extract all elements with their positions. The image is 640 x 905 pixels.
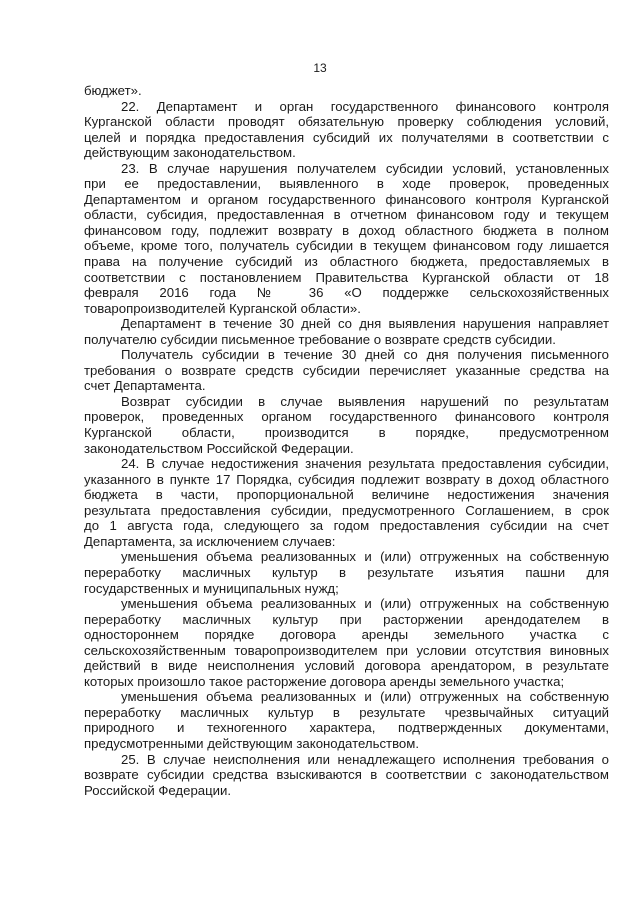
paragraph-line: сельскохозяйственным товаропроизводителем при условии отсутствия виновных xyxy=(84,642,609,658)
paragraph-line: уменьшения объема реализованных и (или) отгруженных на собственную xyxy=(121,689,609,705)
paragraph-line: целей и порядка предоставления субсидий их получателями в соответствии с xyxy=(84,129,609,145)
paragraph-line: государственных и муниципальных нужд; xyxy=(84,580,339,596)
paragraph xyxy=(84,161,609,316)
paragraph xyxy=(84,689,609,751)
paragraph-line: уменьшения объема реализованных и (или) отгруженных на собственную xyxy=(121,596,609,612)
paragraph-line: 24. В случае недостижения значения результата предоставления субсидии, xyxy=(121,456,609,472)
paragraph xyxy=(84,456,609,549)
paragraph xyxy=(84,347,609,394)
paragraph-line: 23. В случае нарушения получателем субсидии условий, установленных xyxy=(121,160,609,176)
paragraph-line: действий в виде неисполнения условий договора арендатором, в результате xyxy=(84,658,609,674)
paragraph-line: предусмотренными действующим законодательством. xyxy=(84,735,419,751)
paragraph-line: 25. В случае неисполнения или ненадлежащего исполнения требования о xyxy=(121,751,609,767)
paragraph-line: 22. Департамент и орган государственного финансового контроля xyxy=(121,98,609,114)
paragraph-line: области, субсидия, предоставленная в отчетном финансовом году и текущем xyxy=(84,207,609,223)
paragraph-line: объеме, кроме того, получатель субсидии в текущем финансовом году лишается xyxy=(84,238,609,254)
paragraph-line: Департамент в течение 30 дней со дня выявления нарушения направляет xyxy=(121,316,609,332)
paragraph-line: Департаментом и органом государственного финансового контроля Курганской xyxy=(84,191,609,207)
paragraph-line: уменьшения объема реализованных и (или) отгруженных на собственную xyxy=(121,549,609,565)
paragraph-line: до 1 августа года, следующего за годом предоставления субсидии на счет xyxy=(84,518,609,534)
paragraph-line: переработку масличных культур в результате чрезвычайных ситуаций xyxy=(84,704,609,720)
paragraph-line: Возврат субсидии в случае выявления нарушений по результатам xyxy=(121,393,609,409)
paragraph-line: действующим законодательством. xyxy=(84,145,296,161)
paragraph-line: получателю субсидии письменное требование о возврате средств субсидии. xyxy=(84,331,556,347)
paragraph-line: указанного в пункте 17 Порядка, субсидия подлежит возврату в доход областного xyxy=(84,471,609,487)
paragraph-line: законодательством Российской Федерации. xyxy=(84,440,354,456)
paragraph-line: Курганской области, производится в порядке, предусмотренном xyxy=(84,425,609,441)
paragraph xyxy=(84,316,609,347)
paragraph xyxy=(84,596,609,689)
paragraph-line: переработку масличных культур в результате изъятия пашни для xyxy=(84,564,609,580)
paragraph-line: которых произошло такое расторжение договора аренды земельного участка; xyxy=(84,673,565,689)
paragraph-line: одностороннем порядке договора аренды земельного участка с xyxy=(84,627,609,643)
paragraph-line: товаропроизводителей Курганской области». xyxy=(84,300,361,316)
paragraph xyxy=(84,83,609,99)
paragraph-line: возврате субсидии средства взыскиваются в соответствии с законодательством xyxy=(84,767,609,783)
paragraph-line: финансовом году, подлежит возврату в доход областного бюджета в полном xyxy=(84,222,609,238)
paragraph-line: бюджет». xyxy=(84,83,142,98)
paragraph-line: переработку масличных культур при расторжении арендодателем в xyxy=(84,611,609,627)
paragraph-line: Российской Федерации. xyxy=(84,782,232,798)
paragraph-line: природного и техногенного характера, подтвержденных документами, xyxy=(84,720,609,736)
paragraph-line: Получатель субсидии в течение 30 дней со дня получения письменного xyxy=(121,347,609,363)
paragraph-line: февраля 2016 года № 36 «О поддержке сельскохозяйственных xyxy=(84,285,609,301)
paragraph xyxy=(84,394,609,456)
paragraph-line: счет Департамента. xyxy=(84,378,206,394)
paragraph-line: Курганской области проводят обязательную проверку соблюдения условий, xyxy=(84,114,609,130)
paragraph-line: права на получение субсидий из областного бюджета, предоставляемых в xyxy=(84,254,609,270)
paragraph-line: бюджета в части, пропорциональной величине недостижения значения xyxy=(84,487,609,503)
paragraph-line: соответствии с постановлением Правительства Курганской области от 18 xyxy=(84,269,609,285)
paragraph xyxy=(84,752,609,799)
paragraph xyxy=(84,549,609,596)
paragraph xyxy=(84,99,609,161)
document-body xyxy=(84,83,609,798)
paragraph-line: проверок, проведенных органом государственного финансового контроля xyxy=(84,409,609,425)
page-number: 13 xyxy=(313,61,327,75)
paragraph-line: Департамента, за исключением случаев: xyxy=(84,533,336,549)
paragraph-line: при ее предоставлении, выявленного в ходе проверок, проведенных xyxy=(84,176,609,192)
paragraph-line: требования о возврате средств субсидии перечисляет указанные средства на xyxy=(84,362,609,378)
paragraph-line: результата предоставления субсидии, предусмотренного Соглашением, в срок xyxy=(84,502,609,518)
